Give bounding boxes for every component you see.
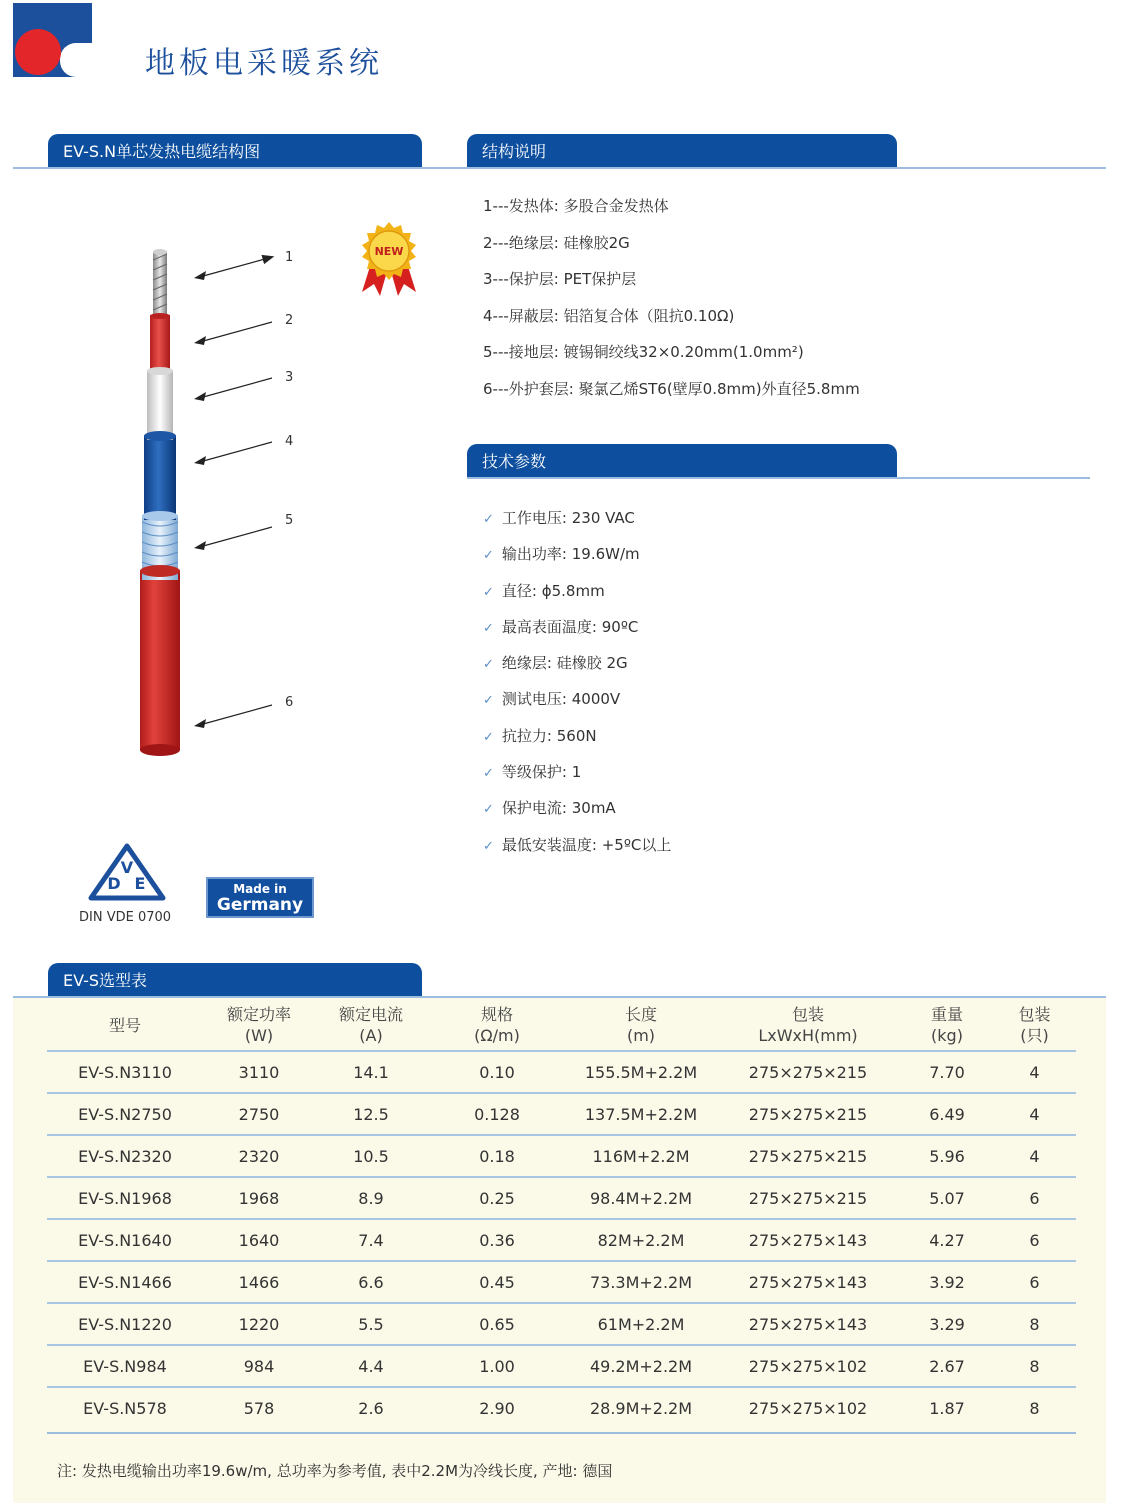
table-cell: 1640 bbox=[203, 1219, 315, 1261]
table-row bbox=[47, 1051, 1076, 1093]
table-cell: 275×275×215 bbox=[715, 1177, 901, 1219]
table-cell: 73.3M+2.2M bbox=[567, 1261, 715, 1303]
table-cell: 275×275×143 bbox=[715, 1303, 901, 1345]
table-cell: 0.10 bbox=[427, 1051, 567, 1093]
made-in-germany-badge bbox=[206, 877, 314, 918]
check-icon: ✓ bbox=[483, 766, 494, 782]
made-in-text: Made in bbox=[233, 882, 287, 896]
col-header-spec: 规格 (Ω/m) bbox=[474, 1005, 520, 1045]
table-cell: 275×275×143 bbox=[715, 1261, 901, 1303]
check-icon: ✓ bbox=[483, 512, 494, 527]
table-cell: 4 bbox=[993, 1135, 1076, 1177]
table-cell: 10.5 bbox=[315, 1135, 427, 1177]
table-cell: EV-S.N1220 bbox=[47, 1303, 203, 1345]
param-item: ✓ 抗拉力: 560N bbox=[483, 726, 597, 745]
col-header-current: 额定电流 (A) bbox=[338, 1005, 403, 1045]
table-cell: 49.2M+2.2M bbox=[567, 1345, 715, 1387]
structure-item: 5---接地层: 镀锡铜绞线32×0.20mm(1.0mm²) bbox=[483, 343, 804, 361]
section-selection-table: EV-S选型表 bbox=[48, 963, 422, 997]
callout-2: 2 bbox=[285, 313, 294, 328]
table-cell: 14.1 bbox=[315, 1051, 427, 1093]
check-icon: ✓ bbox=[483, 729, 494, 745]
table-cell: 5.5 bbox=[315, 1303, 427, 1345]
selection-table bbox=[47, 1000, 1076, 1428]
check-icon: ✓ bbox=[483, 620, 494, 636]
structure-item: 1---发热体: 多股合金发热体 bbox=[483, 197, 669, 215]
table-row bbox=[47, 1261, 1076, 1303]
table-cell: 578 bbox=[203, 1387, 315, 1428]
section-structure-desc: 结构说明 bbox=[467, 134, 897, 168]
table-cell: 28.9M+2.2M bbox=[567, 1387, 715, 1428]
table-cell: 137.5M+2.2M bbox=[567, 1093, 715, 1135]
table-cell: 3110 bbox=[203, 1051, 315, 1093]
footnote: 注: 发热电缆输出功率19.6w/m, 总功率为参考值, 表中2.2M为冷线长度, 产地: 德国 bbox=[57, 1462, 613, 1480]
table-cell: 1968 bbox=[203, 1177, 315, 1219]
table-cell: 8 bbox=[993, 1345, 1076, 1387]
table-cell: 2750 bbox=[203, 1093, 315, 1135]
param-item: ✓ 输出功率: 19.6W/m bbox=[483, 545, 640, 564]
table-row bbox=[47, 1387, 1076, 1428]
col-header-quantity: 包装 (只) bbox=[1018, 1005, 1051, 1045]
table-cell: 4.4 bbox=[315, 1345, 427, 1387]
param-item: ✓ 最低安装温度: +5ºC以上 bbox=[483, 835, 672, 854]
check-icon: ✓ bbox=[483, 584, 494, 600]
table-row bbox=[47, 1135, 1076, 1177]
table-cell: 0.45 bbox=[427, 1261, 567, 1303]
vde-label: DIN VDE 0700 bbox=[79, 910, 172, 925]
table-cell: 1.87 bbox=[901, 1387, 993, 1428]
table-cell: 155.5M+2.2M bbox=[567, 1051, 715, 1093]
callout-6: 6 bbox=[285, 695, 294, 710]
table-cell: 2.67 bbox=[901, 1345, 993, 1387]
table-cell: EV-S.N984 bbox=[47, 1345, 203, 1387]
table-cell: EV-S.N2750 bbox=[47, 1093, 203, 1135]
param-item: ✓ 保护电流: 30mA bbox=[483, 799, 616, 818]
section-tech-params: 技术参数 bbox=[467, 444, 897, 478]
table-cell: 1220 bbox=[203, 1303, 315, 1345]
table-row bbox=[47, 1177, 1076, 1219]
col-header-package-size: 包装 LxWxH(mm) bbox=[758, 1005, 858, 1045]
callout-5: 5 bbox=[285, 513, 294, 528]
table-header-row bbox=[47, 1000, 1076, 1051]
table-cell: 6 bbox=[993, 1261, 1076, 1303]
table-cell: EV-S.N3110 bbox=[47, 1051, 203, 1093]
table-cell: 0.36 bbox=[427, 1219, 567, 1261]
check-icon: ✓ bbox=[483, 657, 494, 673]
table-cell: EV-S.N2320 bbox=[47, 1135, 203, 1177]
table-cell: 82M+2.2M bbox=[567, 1219, 715, 1261]
table-row bbox=[47, 1219, 1076, 1261]
check-icon: ✓ bbox=[483, 838, 494, 854]
divider bbox=[467, 477, 1090, 479]
table-cell: 7.4 bbox=[315, 1219, 427, 1261]
table-cell: EV-S.N578 bbox=[47, 1387, 203, 1428]
structure-item: 2---绝缘层: 硅橡胶2G bbox=[483, 233, 630, 252]
table-cell: 116M+2.2M bbox=[567, 1135, 715, 1177]
check-icon: ✓ bbox=[483, 693, 494, 709]
table-cell: 6.6 bbox=[315, 1261, 427, 1303]
param-item: ✓ 直径: ϕ5.8mm bbox=[483, 581, 605, 600]
col-header-power: 额定功率 (W) bbox=[226, 1005, 291, 1045]
table-cell: 1.00 bbox=[427, 1345, 567, 1387]
callout-3: 3 bbox=[285, 370, 294, 385]
svg-text:V: V bbox=[120, 858, 134, 877]
table-cell: 2.6 bbox=[315, 1387, 427, 1428]
col-header-weight: 重量 (kg) bbox=[930, 1005, 963, 1045]
table-cell: 275×275×102 bbox=[715, 1387, 901, 1428]
table-row bbox=[47, 1093, 1076, 1135]
table-cell: 3.92 bbox=[901, 1261, 993, 1303]
table-cell: 3.29 bbox=[901, 1303, 993, 1345]
section-structure-diagram: EV-S.N单芯发热电缆结构图 bbox=[48, 134, 422, 168]
table-cell: 0.25 bbox=[427, 1177, 567, 1219]
table-row bbox=[47, 1345, 1076, 1387]
param-item: ✓ 测试电压: 4000V bbox=[483, 690, 621, 709]
svg-text:E: E bbox=[134, 874, 146, 893]
table-cell: 1466 bbox=[203, 1261, 315, 1303]
table-cell: EV-S.N1968 bbox=[47, 1177, 203, 1219]
table-bottom-rule bbox=[47, 1432, 1076, 1434]
new-badge-text: NEW bbox=[374, 245, 404, 258]
table-cell: 275×275×215 bbox=[715, 1093, 901, 1135]
param-item: ✓ 工作电压: 230 VAC bbox=[483, 509, 635, 527]
table-cell: 98.4M+2.2M bbox=[567, 1177, 715, 1219]
table-cell: 275×275×215 bbox=[715, 1135, 901, 1177]
table-cell: EV-S.N1466 bbox=[47, 1261, 203, 1303]
table-cell: 0.18 bbox=[427, 1135, 567, 1177]
table-cell: 2.90 bbox=[427, 1387, 567, 1428]
param-item: ✓ 最高表面温度: 90ºC bbox=[483, 617, 639, 636]
param-item: ✓ 绝缘层: 硅橡胶 2G bbox=[483, 654, 628, 673]
divider bbox=[13, 167, 1106, 169]
new-badge-icon bbox=[358, 220, 420, 298]
svg-text:D: D bbox=[107, 874, 121, 893]
table-cell: 275×275×102 bbox=[715, 1345, 901, 1387]
table-cell: 12.5 bbox=[315, 1093, 427, 1135]
table-cell: EV-S.N1640 bbox=[47, 1219, 203, 1261]
table-cell: 7.70 bbox=[901, 1051, 993, 1093]
logo-circle bbox=[15, 29, 61, 75]
structure-list bbox=[483, 195, 1083, 414]
table-cell: 6.49 bbox=[901, 1093, 993, 1135]
table-cell: 6 bbox=[993, 1219, 1076, 1261]
callout-arrows bbox=[190, 250, 280, 730]
table-cell: 5.07 bbox=[901, 1177, 993, 1219]
structure-item: 3---保护层: PET保护层 bbox=[483, 270, 637, 288]
table-cell: 2320 bbox=[203, 1135, 315, 1177]
page-title: 地板电采暖系统 bbox=[145, 46, 383, 81]
table-cell: 8 bbox=[993, 1303, 1076, 1345]
callout-4: 4 bbox=[285, 434, 294, 449]
table-cell: 4 bbox=[993, 1051, 1076, 1093]
table-cell: 8.9 bbox=[315, 1177, 427, 1219]
table-cell: 61M+2.2M bbox=[567, 1303, 715, 1345]
germany-text: Germany bbox=[216, 895, 304, 915]
table-cell: 6 bbox=[993, 1177, 1076, 1219]
table-cell: 8 bbox=[993, 1387, 1076, 1428]
table-cell: 984 bbox=[203, 1345, 315, 1387]
col-header-model: 型号 bbox=[108, 1015, 141, 1035]
params-list bbox=[483, 507, 983, 870]
table-cell: 4 bbox=[993, 1093, 1076, 1135]
table-cell: 4.27 bbox=[901, 1219, 993, 1261]
table-cell: 0.128 bbox=[427, 1093, 567, 1135]
table-cell: 275×275×215 bbox=[715, 1051, 901, 1093]
table-cell: 275×275×143 bbox=[715, 1219, 901, 1261]
structure-item: 6---外护套层: 聚氯乙烯ST6(壁厚0.8mm)外直径5.8mm bbox=[483, 379, 860, 398]
vde-logo-icon bbox=[88, 843, 166, 905]
col-header-length: 长度 (m) bbox=[624, 1005, 657, 1045]
table-cell: 0.65 bbox=[427, 1303, 567, 1345]
table-cell: 5.96 bbox=[901, 1135, 993, 1177]
callout-1: 1 bbox=[285, 250, 294, 265]
check-icon: ✓ bbox=[483, 802, 494, 818]
param-item: ✓ 等级保护: 1 bbox=[483, 763, 582, 782]
check-icon: ✓ bbox=[483, 548, 494, 564]
structure-item: 4---屏蔽层: 铝箔复合体（阻抗0.10Ω) bbox=[483, 306, 735, 325]
logo-cutout bbox=[60, 43, 92, 77]
table-row bbox=[47, 1303, 1076, 1345]
